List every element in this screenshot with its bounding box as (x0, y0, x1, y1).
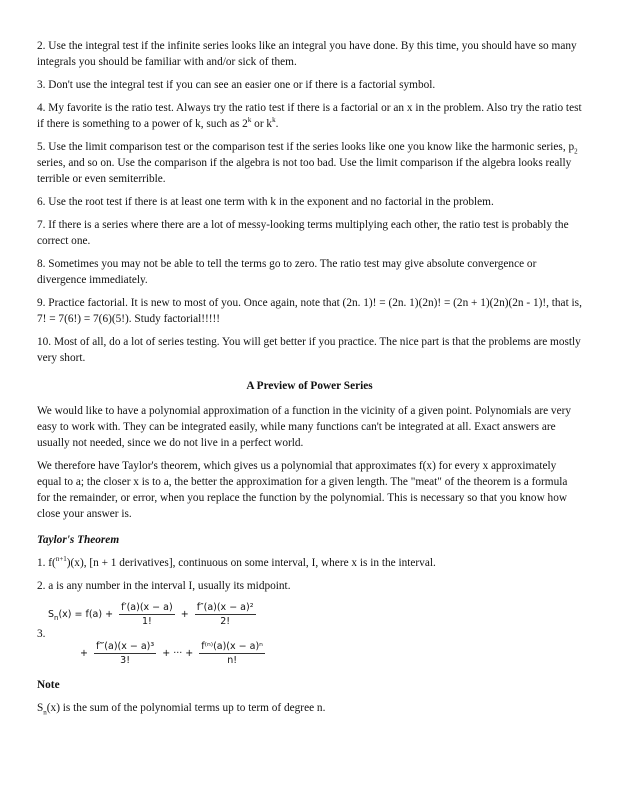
tip-4-sup: k (247, 116, 252, 125)
tip-5-text: 5. Use the limit comparison test or the comparison test if the series looks like one you know like the harmonic series, p (37, 141, 575, 153)
note-title: Note (37, 679, 60, 691)
section-title: A Preview of Power Series (246, 380, 373, 392)
tip-2: 2. Use the integral test if the infinite series looks like an integral you have done. By this time, you should have so many integrals you should be familiar with and/or sick of them. (37, 40, 577, 68)
tip-4-text: 4. My favorite is the ratio test. Always try the ratio test if there is a factorial or an x in the problem. Also try the ratio test if there is something to a power of k, such as 2 (37, 102, 582, 130)
tip-5-sub: 2 (574, 147, 578, 156)
theorem-title: Taylor's Theorem (37, 534, 120, 546)
term-3 (94, 640, 156, 667)
note-text (37, 700, 582, 716)
term-1-num: f′(a)(x − a) (121, 602, 173, 613)
term-3-den: 3! (120, 655, 131, 666)
term-1 (119, 601, 175, 628)
tip-4-mid: or k (251, 118, 273, 130)
tip-4-sup2: k (272, 116, 276, 125)
tip-4-end: . (275, 118, 279, 130)
tip-9: 9. Practice factorial. It is new to most of you. Once again, note that (2n. 1)! = (2n. 1)(2n)! = (2n + 1)(2n)(2n - 1)!, that is, 7! = 7(6!) = 7(6)(5!). Study factorial!!!!! (37, 297, 582, 325)
plus: + (80, 648, 88, 659)
intro-paragraph-1: We would like to have a polynomial approximation of a function in the vicinity of a given point. Polynomials are very easy to work with. They can be integrated easily, while many functions can't be integrated at all. Exact answers are usually not needed, since we do not live in a perfect world. (37, 405, 572, 449)
term-n-den: n! (227, 655, 238, 666)
taylor-formula-line-1 (48, 601, 268, 628)
dots: + ··· + (162, 648, 194, 659)
note-pre: S (37, 702, 44, 714)
theorem-item-2: 2. a is any number in the interval I, usually its midpoint. (37, 580, 291, 592)
tip-5 (37, 139, 582, 187)
theorem-item-1 (37, 555, 582, 571)
tip-7: 7. If there is a series where there are a lot of messy-looking terms multiplying each other, the ratio test is probably the correct one. (37, 219, 569, 247)
term-3-num: f‴(a)(x − a)³ (96, 641, 155, 652)
tip-5-end: series, and so on. Use the comparison if the algebra is not too bad. Use the limit comparison if the algebra looks really terrible or even semiterrible. (37, 157, 572, 185)
plus: + (180, 609, 189, 620)
term-1-den: 1! (141, 616, 152, 627)
theorem-item-3 (37, 601, 582, 667)
item1-post: )(x), [n + 1 derivatives], continuous on some interval, I, where x is in the interval. (66, 557, 436, 569)
item1-pre: 1. f( (37, 557, 56, 569)
lhs: S (48, 609, 55, 620)
lhs-sub: n (54, 613, 59, 622)
taylor-formula (48, 601, 268, 667)
tip-10: 10. Most of all, do a lot of series testing. You will get better if you practice. The nice part is that the problems are mostly very short. (37, 336, 581, 364)
taylor-formula-line-2 (80, 640, 268, 667)
intro-paragraph-2: We therefore have Taylor's theorem, which gives us a polynomial that approximates f(x) for every x approximately equal to a; the closer x is to a, the better the approximation for a given length. The "meat" of the theorem is a formula for the remainder, or error, when you replace the function by the polynomial. This is necessary so that you know how close your answer is. (37, 460, 568, 520)
note-sub: n (43, 708, 47, 717)
tip-6: 6. Use the root test if there is at least one term with k in the exponent and no factorial in the problem. (37, 196, 494, 208)
term-n (199, 640, 265, 667)
lhs-rest: (x) = f(a) + (58, 609, 114, 620)
term-2-num: f″(a)(x − a)² (196, 602, 254, 613)
tip-4 (37, 100, 582, 132)
tip-3: 3. Don't use the integral test if you can see an easier one or if there is a factorial symbol. (37, 79, 436, 91)
term-n-num: f⁽ⁿ⁾(a)(x − a)ⁿ (201, 641, 263, 652)
theorem-item-3-label: 3. (37, 628, 46, 640)
term-2-den: 2! (220, 616, 231, 627)
item1-sup: n+1 (55, 555, 67, 564)
term-2 (195, 601, 256, 628)
tip-8: 8. Sometimes you may not be able to tell the terms go to zero. The ratio test may give absolute convergence or divergence immediately. (37, 258, 537, 286)
note-post: (x) is the sum of the polynomial terms up to term of degree n. (46, 702, 326, 714)
